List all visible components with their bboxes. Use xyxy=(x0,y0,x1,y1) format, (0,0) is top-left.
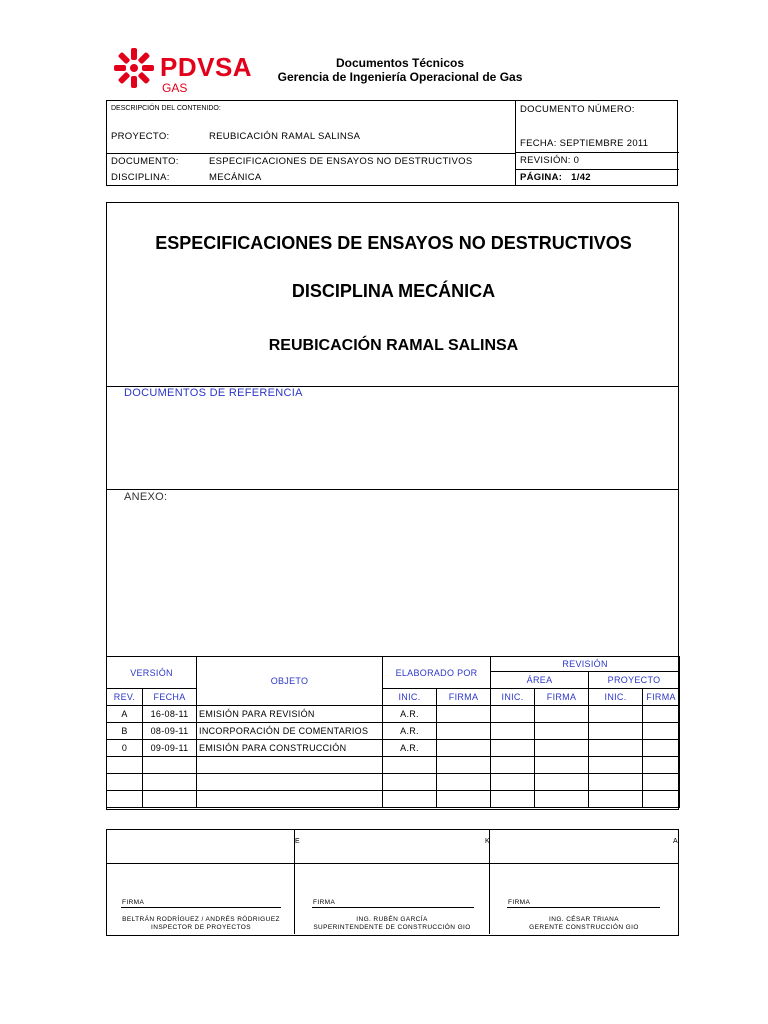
row-rev: 0 xyxy=(107,740,143,757)
table-row xyxy=(107,706,680,723)
discipline-title: DISCIPLINA MECÁNICA xyxy=(291,281,496,301)
row-objeto: EMISIÓN PARA CONSTRUCCIÓN xyxy=(197,740,383,757)
reference-documents-label: DOCUMENTOS DE REFERENCIA xyxy=(124,387,303,399)
page-label: PÁGINA: xyxy=(520,172,563,183)
proyecto-inic-header: INIC. xyxy=(589,689,643,706)
table-row xyxy=(107,723,680,740)
firma-label-2: FIRMA xyxy=(313,899,336,906)
row-rev: B xyxy=(107,723,143,740)
signer-3 xyxy=(490,916,678,932)
proyecto-header: PROYECTO xyxy=(589,672,680,689)
date-value: FECHA: SEPTIEMBRE 2011 xyxy=(520,138,649,149)
table-row xyxy=(107,774,680,791)
annex-label: ANEXO: xyxy=(124,491,168,503)
page-number xyxy=(520,172,591,183)
description-label: DESCRIPCIÓN DEL CONTENIDO: xyxy=(111,105,221,112)
pdvsa-sun-logo-icon xyxy=(112,46,156,90)
row-objeto: INCORPORACIÓN DE COMENTARIOS xyxy=(197,723,383,740)
document-value: ESPECIFICACIONES DE ENSAYOS NO DESTRUCTIVOS xyxy=(209,156,473,167)
objeto-header: OBJETO xyxy=(197,657,383,706)
signer-1 xyxy=(109,916,293,932)
document-header-title xyxy=(270,56,530,84)
row-fecha: 16-08-11 xyxy=(143,706,197,723)
document-label: DOCUMENTO: xyxy=(111,156,179,167)
fragment-2: K xyxy=(485,838,490,845)
row-rev: A xyxy=(107,706,143,723)
table-row xyxy=(107,757,680,774)
row-fecha: 09-09-11 xyxy=(143,740,197,757)
signer-2 xyxy=(295,916,489,932)
firma-label-3: FIRMA xyxy=(508,899,531,906)
project-label: PROYECTO: xyxy=(111,131,170,142)
firma-label-1: FIRMA xyxy=(122,899,145,906)
area-firma-header: FIRMA xyxy=(535,689,589,706)
proyecto-firma-header: FIRMA xyxy=(643,689,680,706)
signer-3-role: GERENTE CONSTRUCCIÓN GIO xyxy=(529,924,639,931)
elab-firma-header: FIRMA xyxy=(437,689,491,706)
logo-wordmark: PDVSA xyxy=(160,52,253,82)
area-inic-header: INIC. xyxy=(491,689,535,706)
fragment-3: A xyxy=(673,838,678,845)
revision-header: REVISIÓN xyxy=(491,657,680,672)
elaborado-header: ELABORADO POR xyxy=(383,657,491,689)
signer-2-name: ING. RUBÉN GARCÍA xyxy=(356,916,428,923)
table-row xyxy=(107,740,680,757)
page-value: 1/42 xyxy=(571,172,591,183)
row-inic: A.R. xyxy=(383,706,437,723)
row-fecha: 08-09-11 xyxy=(143,723,197,740)
discipline-label: DISCIPLINA: xyxy=(111,172,170,183)
signer-1-role: INSPECTOR DE PROYECTOS xyxy=(151,924,251,931)
table-row xyxy=(107,791,680,808)
signer-1-name: BELTRÁN RODRÍGUEZ / ANDRÉS RÓDRIGUEZ xyxy=(122,916,280,923)
header-title-line2: Gerencia de Ingeniería Operacional de Gas xyxy=(277,70,523,84)
discipline-value: MECÁNICA xyxy=(209,172,262,183)
row-inic: A.R. xyxy=(383,723,437,740)
project-title: REUBICACIÓN RAMAL SALINSA xyxy=(268,337,519,354)
project-value: REUBICACIÓN RAMAL SALINSA xyxy=(209,131,361,142)
revision-table xyxy=(106,656,680,808)
row-objeto: EMISIÓN PARA REVISIÓN xyxy=(197,706,383,723)
signature-box xyxy=(106,829,679,936)
area-header: ÁREA xyxy=(491,672,589,689)
main-title: ESPECIFICACIONES DE ENSAYOS NO DESTRUCTIVOS xyxy=(155,233,632,253)
version-header: VERSIÓN xyxy=(107,657,197,689)
document-number-box xyxy=(515,100,678,186)
signer-2-role: SUPERINTENDENTE DE CONSTRUCCIÓN GIO xyxy=(313,924,471,931)
rev-col-header: REV. xyxy=(107,689,143,706)
logo-subtitle: GAS xyxy=(162,81,188,95)
document-number-label: DOCUMENTO NÚMERO: xyxy=(520,104,635,115)
row-inic: A.R. xyxy=(383,740,437,757)
revision-value: REVISIÓN: 0 xyxy=(520,155,580,166)
elab-inic-header: INIC. xyxy=(383,689,437,706)
fecha-col-header: FECHA xyxy=(143,689,197,706)
signer-3-name: ING. CÉSAR TRIANA xyxy=(549,916,619,923)
header-title-line1: Documentos Técnicos xyxy=(335,56,465,70)
fragment-1: E xyxy=(295,838,300,845)
